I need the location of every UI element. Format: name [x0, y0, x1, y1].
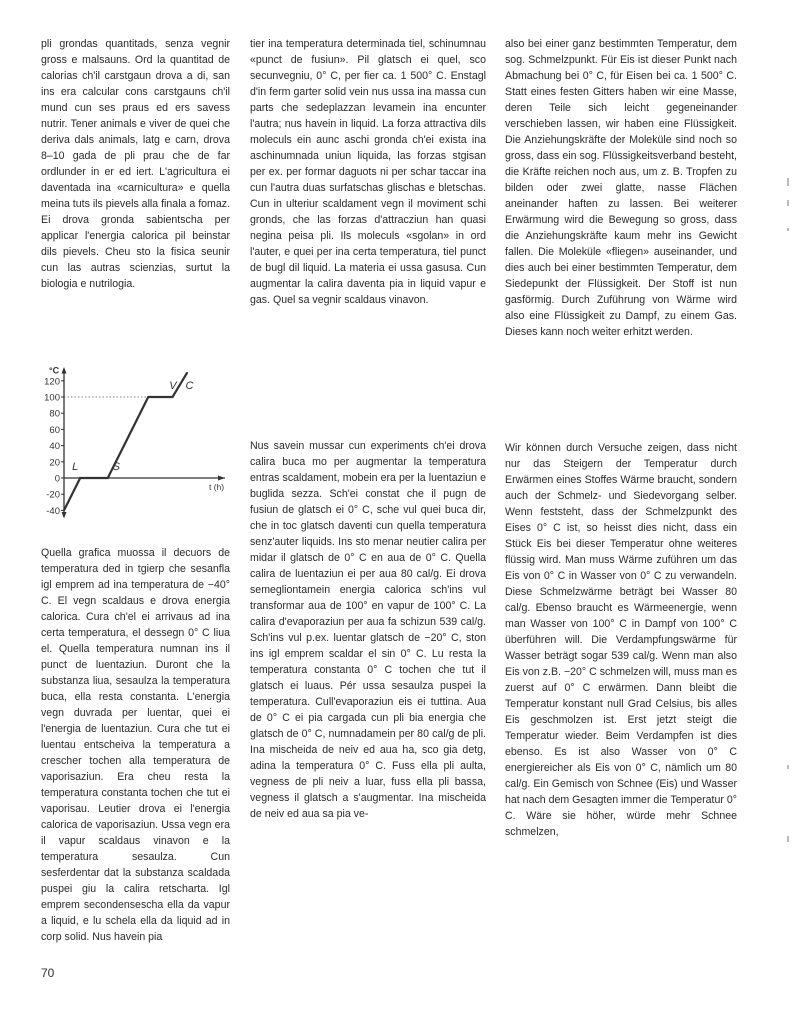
x-axis-arrow	[218, 476, 225, 481]
y-tick-label: -20	[46, 489, 60, 501]
y-tick-label: 80	[49, 408, 60, 420]
middle-column	[250, 36, 486, 308]
annotation-l: L	[72, 460, 79, 473]
left-paragraph-2: Quella grafica muossa il decuors de temperatura ded in tgierp che sesanfla igl emprem ad ina temperatura de −40° C. El vegn scaldaus e drova energia calorica. Cura ch'el ei arrivaus ad ina certa temperatura, el dessegn 0° C liua el. Quella temperatura numnan ins il punct de luentaziun. Duront che la substanza liua, sesaulza la temperatura buca, ella resta constanta. L'energia vegn duvrada per luentar, quei ei l'energia de luentaziun. Cura che tut ei luentau entscheiva la temperatura a crescher tochen alla temperatura de vaporisaziun. Era cheu resta la temperatura constanta tochen che tut ei vaporisau. Leutier drova ei l'energia calorica de vaporisaziun. Ussa vegn era il vapur scaldaus vinavon e la temperatura sesaulza. Cun sesferdentar dat la substanza scaldada puspei giu la calira retscharta. Igl emprem secondensescha ella da vapur a liquid, e lu schela ella da liquid ad in corp solid. Nus havein pia	[41, 547, 230, 943]
margin-mark	[787, 228, 789, 231]
right-paragraph-1: also bei einer ganz bestimmten Temperatur, dem sog. Schmelzpunkt. Für Eis ist dieser Punkt nach Abmachung bei 0° C, für Eisen bei ca. 1 500° C. Statt eines festen Gitters haben wir eine Masse, deren Teile sich leicht gegeneinander verschieben lassen, wir haben eine Flüssigkeit. Die Anziehungskräfte der Moleküle sind noch so gross, dass ein sog. Flüssigkeitsverband besteht, die Kräfte reichen noch aus, um z. B. Tropfen zu bilden oder zwei glatte, nasse Flächen aneinander haften zu lassen. Bei weiterer Erwärmung wird die Bewegung so gross, dass die Anziehungskräfte kaum mehr ins Gewicht fallen. Die Moleküle «fliegen» auseinander, und dies auch bei einer bestimmten Temperatur, dem Siedepunkt der Flüssigkeit. Der Stoff ist nun gasförmig. Durch Zuführung von Wärme wird also eine Flüssigkeit zu Dampf, zu einem Gas. Dieses kann noch weiter erhitzt werden.	[505, 38, 737, 338]
middle-column-lower	[250, 438, 486, 822]
data-point	[63, 510, 65, 512]
middle-paragraph-1: tier ina temperatura determinada tiel, schinumnau «punct de fusiun». Pil glatsch ei quel, sco secunvegniu, 0° C, per fier ca. 1 500° C. Enstagl d'in ferm garter solid vein nus ussa ina massa cun parts che sedeplazzan levamein ina encunter l'autra; nus havein in liquid. La forza attractiva dils moleculs ein aunc aschi gronda ch'ei exista ina aschinumnada uniun liquida, las forzas stgisan per ex. per formar daguots ni per schar taccar ina cun l'autra duas surfatschas glischas e bletschas. Cun in ulteriur scaldament vegn il moviment schi gronds, che las forzas d'attracziun han quasi negina peisa pli. Ils moleculs «sgolan» in ord l'auter, e quei per ina certa temperatura, tiel punct de bugl dil liquid. La materia ei ussa gasusa. Cun augmentar la calira daventa pia in liquid vapur e gas. Quel sa vegnir scaldaus vinavon.	[250, 38, 486, 306]
margin-mark	[787, 836, 789, 842]
y-tick-label: 100	[44, 392, 60, 404]
page-number: 70	[41, 966, 55, 980]
right-column	[505, 36, 737, 340]
x-axis-label: t (h)	[209, 482, 225, 492]
margin-mark	[787, 178, 789, 186]
right-column-lower	[505, 440, 737, 840]
annotation-c: C	[185, 379, 194, 392]
data-point	[147, 396, 149, 398]
data-point	[186, 372, 188, 374]
y-axis-label: °C	[49, 365, 60, 376]
y-axis-arrow-bottom	[62, 512, 67, 518]
data-point	[172, 396, 174, 398]
y-tick-label: 120	[44, 376, 60, 388]
y-axis-arrow	[62, 367, 67, 373]
annotation-v: V	[169, 379, 177, 392]
temperature-chart	[30, 355, 240, 525]
left-paragraph-1: pli grondas quantitads, senza vegnir gross e malsauns. Ord la quantitad de calorias ch'il carstgaun drova a di, san ins era calcular cons carstgauns ch'il mund cun ses praus ed ers savess nutrir. Tener animals e viver de quei che deriva dals animals, latg e carn, drova 8–10 gada de pli prau che de far ordlunder in er ed iert. L'agricultura ei daventada ina «carnicultura» e quella meina tuts ils pievels alla finala a fomaz. Ei drova gronda sabientscha per applicar l'energia calorica pil beinstar dils pievels. Cheu sto la fisica seunir cun las autras scienzias, surtut la biologia e nutrilogia.	[41, 38, 231, 290]
middle-paragraph-2: Nus savein mussar cun experiments ch'ei drova calira buca mo per augmentar la temperatura entras scaldament, mobein era per la luentaziun e buglida sezza. Sch'ei constat che il pugn de fusiun de glatsch ei 0° C, sche vul quei buca dir, che in toc glatsch daventi cun quella temperatura senz'auter liquids. Ins sto menar neutier calira per midar il glatsch de 0° C en aua de 0° C. Quella calira de luentaziun ei per aua 80 cal/g. Ei drova semegliontamein energia calorica sch'ins vul transformar aua de 100° en vapur de 100° C. La calira d'evaporaziun per aua fa schizun 539 cal/g. Sch'ins vul p.ex. luentar glatsch de −20° C, ston ins igl emprem scaldar el sin 0° C. Lu resta la temperatura constanta 0° C tochen che tut il glatsch ei luaus. Pér ussa sesaulza puspei la temperatura. Cull'evaporaziun eis ei tuttina. Aua de 0° C ei pia cargada cun pli bia energia che glatsch de 0° C, numnadamein per 80 cal/g de pli. Ina mischeida de neiv ed aua ha, sco gia detg, adina la temperatura 0° C. Fuss ella pli aulta, vegness de pli neiv a luar, fuss ella pli bassa, vegness il glatsch a s'augmentar. Ina mischeida de neiv ed aua sa pia ve-	[250, 440, 486, 820]
data-point	[107, 477, 109, 479]
y-tick-label: 40	[49, 441, 60, 453]
right-paragraph-2: Wir können durch Versuche zeigen, dass nicht nur das Steigern der Temperatur durch Erwärmen eines Stoffes Wärme braucht, sondern auch der Schmelz- und Siedevorgang selber. Wenn feststeht, dass der Schmelzpunkt des Eises 0° C ist, so heisst dies nicht, dass ein Stück Eis bei dieser Temperatur ohne weiteres flüssig wird. Man muss Wärme zuführen um das Eis von 0° C in Wasser von 0° C zu verwandeln. Diese Schmelzwärme beträgt bei Wasser 80 cal/g. Ebenso braucht es Wärmeenergie, wenn man Wasser von 100° C in Dampf von 100° C überführen will. Die Verdampfungswärme für Wasser beträgt sogar 539 cal/g. Wenn man also Eis von z.B. −20° C schmelzen will, muss man es zuerst auf 0° C erwärmen. Dann bleibt die Temperatur konstant null Grad Celsius, bis alles Eis geschmolzen ist. Erst jetzt steigt die Temperatur wieder. Beim Verdampfen ist dies ebenso. Es ist also Wasser von 0° C energiereicher als Eis von 0° C, nämlich um 80 cal/g. Ein Gemisch von Schnee (Eis) und Wasser hat nach dem Gesagten immer die Temperatur 0° C. Wäre sie höher, würde mehr Schnee schmelzen,	[505, 442, 737, 838]
margin-mark	[787, 200, 789, 206]
left-column-lower	[41, 545, 230, 945]
left-column	[41, 36, 230, 292]
chart-svg	[30, 355, 240, 525]
annotation-s: S	[112, 460, 120, 473]
data-point	[79, 477, 81, 479]
y-tick-label: 0	[54, 473, 60, 485]
heating-curve	[64, 373, 187, 511]
y-tick-label: -40	[46, 505, 60, 517]
y-tick-label: 60	[49, 424, 60, 436]
y-tick-label: 20	[49, 457, 60, 469]
margin-mark	[787, 765, 789, 769]
